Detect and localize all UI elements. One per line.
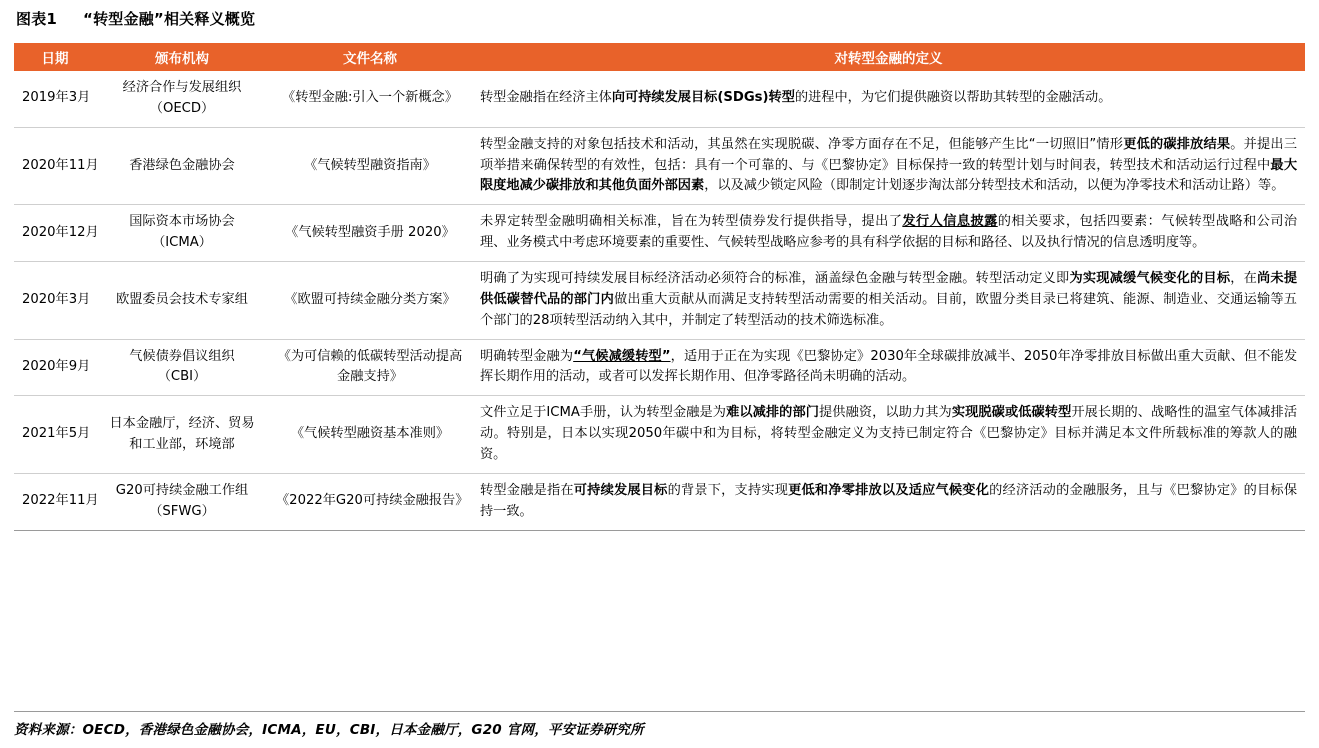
org-line-1: 欧盟委员会技术专家组	[116, 291, 248, 307]
definition-emphasis: 可持续发展目标	[573, 482, 668, 498]
definition-emphasis: 难以减排的部门	[726, 405, 820, 421]
org-line-1: 日本金融厅，经济、贸易和工业部，环境部	[109, 415, 255, 452]
cell-document: 《气候转型融资手册 2020》	[268, 205, 472, 262]
definition-text: 转型金融指在经济主体	[480, 90, 612, 106]
cell-date: 2020年9月	[14, 339, 96, 396]
definition-text: 文件立足于ICMA手册，认为转型金融是为	[480, 405, 727, 421]
cell-org	[96, 396, 268, 474]
cell-date: 2020年3月	[14, 262, 96, 340]
definition-text: 的背景下，支持实现	[667, 482, 789, 498]
definition-text: 明确转型金融为	[480, 348, 574, 364]
table-row	[14, 396, 1305, 474]
column-header-date: 日期	[14, 43, 96, 71]
cell-definition	[472, 396, 1305, 474]
cell-document: 《欧盟可持续金融分类方案》	[268, 262, 472, 340]
cell-org	[96, 71, 268, 127]
column-header-org: 颁布机构	[96, 43, 268, 71]
cell-date: 2021年5月	[14, 396, 96, 474]
cell-definition	[472, 205, 1305, 262]
table-header-row	[14, 43, 1305, 71]
cell-document: 《气候转型融资指南》	[268, 127, 472, 205]
definition-text: 的经济活动的金融服务，且与《巴黎协定》的目标保持一致。	[480, 482, 1298, 519]
figure-title-row	[16, 8, 1305, 29]
definition-emphasis: “气候减缓转型”	[573, 348, 671, 364]
cell-org	[96, 339, 268, 396]
definition-text: 的相关要求，包括四要素：气候转型战略和公司治理、业务模式中考虑环境要素的重要性、气候转型战略应参考的具有科学依据的目标和路径、以及执行情况的信息透明度等。	[480, 214, 1298, 251]
table-row	[14, 127, 1305, 205]
table-row	[14, 71, 1305, 127]
definition-text: 做出重大贡献从而满足支持转型活动需要的相关活动。目前，欧盟分类目录已将建筑、能源、制造业、交通运输等五个部门的28项转型活动纳入其中，并制定了转型活动的技术筛选标准。	[480, 291, 1297, 328]
definitions-table	[14, 43, 1305, 531]
definition-text: 明确了为实现可持续发展目标经济活动必须符合的标准，涵盖绿色金融与转型金融。转型活动定义即	[480, 271, 1070, 287]
definition-text: ，以及减少锁定风险（即制定计划逐步淘汰部分转型技术和活动，以便为净零技术和活动让路）等。	[704, 178, 1285, 194]
figure-number: 图表1	[16, 10, 58, 28]
cell-definition	[472, 473, 1305, 530]
org-line-1: 经济合作与发展组织	[122, 80, 242, 95]
source-section	[14, 711, 1305, 738]
definition-emphasis: 更低的碳排放结果	[1123, 136, 1231, 152]
table-row	[14, 339, 1305, 396]
cell-definition	[472, 262, 1305, 340]
definition-emphasis: 最大限度地减少碳排放和其他负面外部因素	[480, 157, 1298, 194]
cell-org	[96, 262, 268, 340]
org-line-1: 国际资本市场协会	[129, 214, 235, 230]
definition-emphasis: 为实现减缓气候变化的目标	[1069, 271, 1231, 287]
cell-definition	[472, 71, 1305, 127]
org-line-2: （CBI）	[157, 369, 207, 385]
cell-date: 2020年12月	[14, 205, 96, 262]
definition-text: ，适用于正在为实现《巴黎协定》2030年全球碳排放减半、2050年净零排放目标做出重大贡献、但不能发挥长期作用的活动，或者可以发挥长期作用、但净零路径尚未明确的活动。	[480, 348, 1298, 385]
page-title: “转型金融”相关释义概览	[83, 10, 256, 28]
definition-text: 未界定转型金融明确相关标准，旨在为转型债券发行提供指导，提出了	[480, 214, 903, 230]
org-line-2: （ICMA）	[152, 235, 212, 251]
cell-document: 《转型金融:引入一个新概念》	[268, 71, 472, 127]
cell-definition	[472, 127, 1305, 205]
definition-text: 转型金融支持的对象包括技术和活动，其虽然在实现脱碳、净零方面存在不足，但能够产生比“一切照旧”情形	[480, 136, 1124, 152]
org-line-2: （OECD）	[149, 100, 215, 116]
definition-text: 的进程中，为它们提供融资以帮助其转型的金融活动。	[794, 90, 1112, 106]
cell-date: 2020年11月	[14, 127, 96, 205]
cell-document: 《2022年G20可持续金融报告》	[268, 473, 472, 530]
column-header-doc: 文件名称	[268, 43, 472, 71]
definition-emphasis: 发行人信息披露	[902, 214, 998, 230]
org-line-2: （SFWG）	[149, 503, 215, 519]
cell-org	[96, 127, 268, 205]
definition-text: 提供融资，以助力其为	[819, 405, 952, 421]
definition-text: 开展长期的、战略性的温室气体减排活动。特别是，日本以实现2050年碳中和为目标，将转型金融定义为支持已制定符合《巴黎协定》目标并满足本文件所载标准的筹款人的融资。	[480, 405, 1298, 463]
definition-text: 转型金融是指在	[480, 482, 574, 498]
definition-text: ，在	[1230, 271, 1258, 287]
definition-text: 。并提出三项举措来确保转型的有效性，包括：具有一个可靠的、与《巴黎协定》目标保持一致的转型计划与时间表，转型技术和活动运行过程中	[480, 136, 1298, 173]
org-line-1: 气候债券倡议组织	[129, 348, 235, 364]
definition-emphasis: 实现脱碳或低碳转型	[951, 405, 1072, 421]
table-row	[14, 205, 1305, 262]
cell-document: 《为可信赖的低碳转型活动提高金融支持》	[268, 339, 472, 396]
table-row	[14, 262, 1305, 340]
cell-org	[96, 473, 268, 530]
cell-date: 2019年3月	[14, 71, 96, 127]
definition-emphasis: 向可持续发展目标(SDGs)转型	[611, 90, 795, 106]
source-text: 资料来源：OECD，香港绿色金融协会，ICMA，EU，CBI，日本金融厅，G20 官网，平安证券研究所	[14, 722, 644, 738]
column-header-definition: 对转型金融的定义	[472, 43, 1305, 71]
cell-document: 《气候转型融资基本准则》	[268, 396, 472, 474]
definition-emphasis: 尚未提供低碳替代品的部门内	[480, 271, 1298, 307]
org-line-1: G20可持续金融工作组	[115, 482, 249, 498]
cell-definition	[472, 339, 1305, 396]
definition-emphasis: 更低和净零排放以及适应气候变化	[788, 482, 990, 498]
cell-date: 2022年11月	[14, 473, 96, 530]
cell-org	[96, 205, 268, 262]
table-row	[14, 473, 1305, 530]
org-line-1: 香港绿色金融协会	[129, 157, 235, 173]
